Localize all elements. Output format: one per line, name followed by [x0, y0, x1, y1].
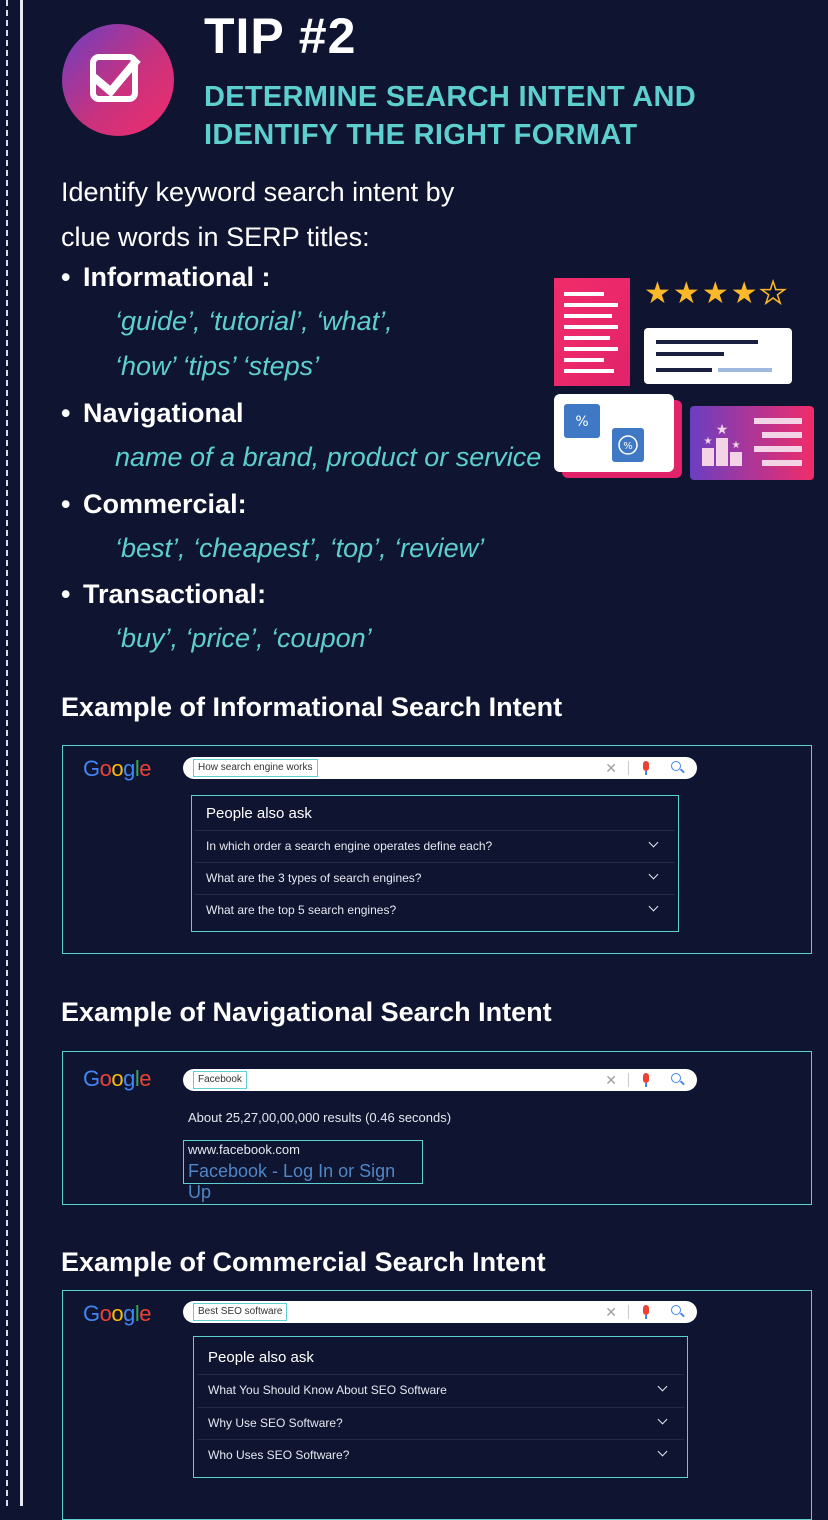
- serp-informational: [62, 745, 812, 954]
- google-logo: Google: [83, 1066, 152, 1091]
- question-text: What are the top 5 search engines?: [206, 903, 397, 917]
- search-bar[interactable]: [183, 1301, 697, 1323]
- paa-title: People also ask: [206, 805, 312, 822]
- coupon-card-icon: [554, 394, 682, 478]
- google-logo: Google: [83, 756, 152, 781]
- example-informational-title: Example of Informational Search Intent: [61, 692, 563, 722]
- search-result[interactable]: [183, 1140, 423, 1202]
- svg-text:★: ★: [703, 436, 713, 447]
- result-title-link[interactable]: Facebook - Log In or Sign Up: [188, 1161, 396, 1202]
- intro-line-1: Identify keyword search intent by: [61, 177, 455, 207]
- search-query[interactable]: Facebook: [193, 1071, 247, 1089]
- chevron-down-icon[interactable]: [658, 1415, 668, 1425]
- intent-clue: ‘buy’, ‘price’, ‘coupon’: [115, 623, 372, 653]
- question-text: Why Use SEO Software?: [208, 1416, 343, 1430]
- search-icon[interactable]: [671, 761, 681, 771]
- intent-navigational: • Navigational: [61, 398, 244, 428]
- svg-text:★: ★: [731, 440, 741, 451]
- serp-navigational: [62, 1051, 812, 1205]
- search-icon[interactable]: [671, 1305, 681, 1315]
- intent-clue: name of a brand, product or service: [115, 442, 542, 472]
- question-text: What are the 3 types of search engines?: [206, 871, 422, 885]
- question-text: Who Uses SEO Software?: [208, 1448, 350, 1462]
- intent-label: Navigational: [83, 398, 244, 428]
- chevron-down-icon[interactable]: [649, 838, 659, 848]
- ranking-card-icon: [690, 406, 814, 480]
- subtitle-line-2: IDENTIFY THE RIGHT FORMAT: [204, 119, 638, 151]
- example-navigational-title: Example of Navigational Search Intent: [61, 997, 552, 1027]
- checkbox-check-icon: [62, 24, 174, 136]
- microphone-icon[interactable]: [643, 1305, 649, 1315]
- chevron-down-icon[interactable]: [649, 870, 659, 880]
- clear-icon[interactable]: ✕: [605, 1304, 617, 1320]
- svg-text:%: %: [575, 414, 589, 430]
- people-also-ask-box: [191, 795, 679, 932]
- intent-clue: ‘how’ ‘tips’ ‘steps’: [115, 351, 320, 381]
- svg-text:★: ★: [715, 422, 729, 438]
- search-query[interactable]: How search engine works: [193, 759, 318, 777]
- star-empty-icon: ★: [759, 277, 789, 310]
- serp-commercial: [62, 1290, 812, 1520]
- search-bar[interactable]: [183, 1069, 697, 1091]
- divider: [628, 761, 629, 775]
- chevron-down-icon[interactable]: [658, 1382, 668, 1392]
- paa-question[interactable]: [195, 862, 675, 895]
- results-count: About 25,27,00,00,000 results (0.46 seconds): [188, 1110, 452, 1125]
- paa-question[interactable]: [197, 1407, 684, 1440]
- search-bar[interactable]: [183, 757, 697, 779]
- chevron-down-icon[interactable]: [658, 1447, 668, 1457]
- example-commercial-title: Example of Commercial Search Intent: [61, 1247, 546, 1277]
- microphone-icon[interactable]: [643, 1073, 649, 1083]
- intent-commercial: • Commercial:: [61, 489, 247, 519]
- clear-icon[interactable]: ✕: [605, 760, 617, 776]
- star-rating: [644, 279, 789, 309]
- paa-title: People also ask: [208, 1349, 314, 1366]
- intent-label: Informational :: [83, 262, 271, 292]
- tip-title: TIP #2: [204, 8, 357, 64]
- intent-transactional: • Transactional:: [61, 579, 267, 609]
- paa-question[interactable]: [195, 830, 675, 863]
- microphone-icon[interactable]: [643, 761, 649, 771]
- star-filled-icon: ★: [672, 277, 702, 310]
- intent-clue: ‘guide’, ‘tutorial’, ‘what’,: [115, 306, 393, 336]
- search-icon[interactable]: [671, 1073, 681, 1083]
- divider: [628, 1073, 629, 1087]
- left-solid-border: [20, 0, 23, 1506]
- divider: [628, 1305, 629, 1319]
- star-filled-icon: ★: [644, 277, 673, 310]
- intent-label: Commercial:: [83, 489, 247, 519]
- paa-question[interactable]: [197, 1374, 684, 1407]
- intent-label: Transactional:: [83, 579, 267, 609]
- question-text: In which order a search engine operates define each?: [206, 839, 493, 853]
- paa-question[interactable]: [195, 894, 675, 927]
- intent-informational: • Informational :: [61, 262, 271, 292]
- search-query[interactable]: Best SEO software: [193, 1303, 287, 1321]
- paa-question[interactable]: [197, 1439, 684, 1472]
- left-dashed-border: [6, 0, 8, 1506]
- chevron-down-icon[interactable]: [649, 902, 659, 912]
- document-icon: [554, 278, 630, 386]
- clear-icon[interactable]: ✕: [605, 1072, 617, 1088]
- result-url: www.facebook.com: [188, 1142, 300, 1157]
- tip-subtitle: [204, 78, 696, 154]
- svg-text:%: %: [623, 441, 633, 452]
- star-filled-icon: ★: [701, 277, 731, 310]
- intro-line-2: clue words in SERP titles:: [61, 222, 370, 252]
- star-filled-icon: ★: [730, 277, 760, 310]
- question-text: What You Should Know About SEO Software: [208, 1383, 447, 1397]
- intent-clue: ‘best’, ‘cheapest’, ‘top’, ‘review’: [115, 533, 485, 563]
- subtitle-line-1: DETERMINE SEARCH INTENT AND: [204, 81, 696, 113]
- snippet-card-icon: [644, 328, 792, 384]
- people-also-ask-box: [193, 1336, 688, 1478]
- intro-text: [61, 170, 521, 260]
- google-logo: Google: [83, 1301, 152, 1326]
